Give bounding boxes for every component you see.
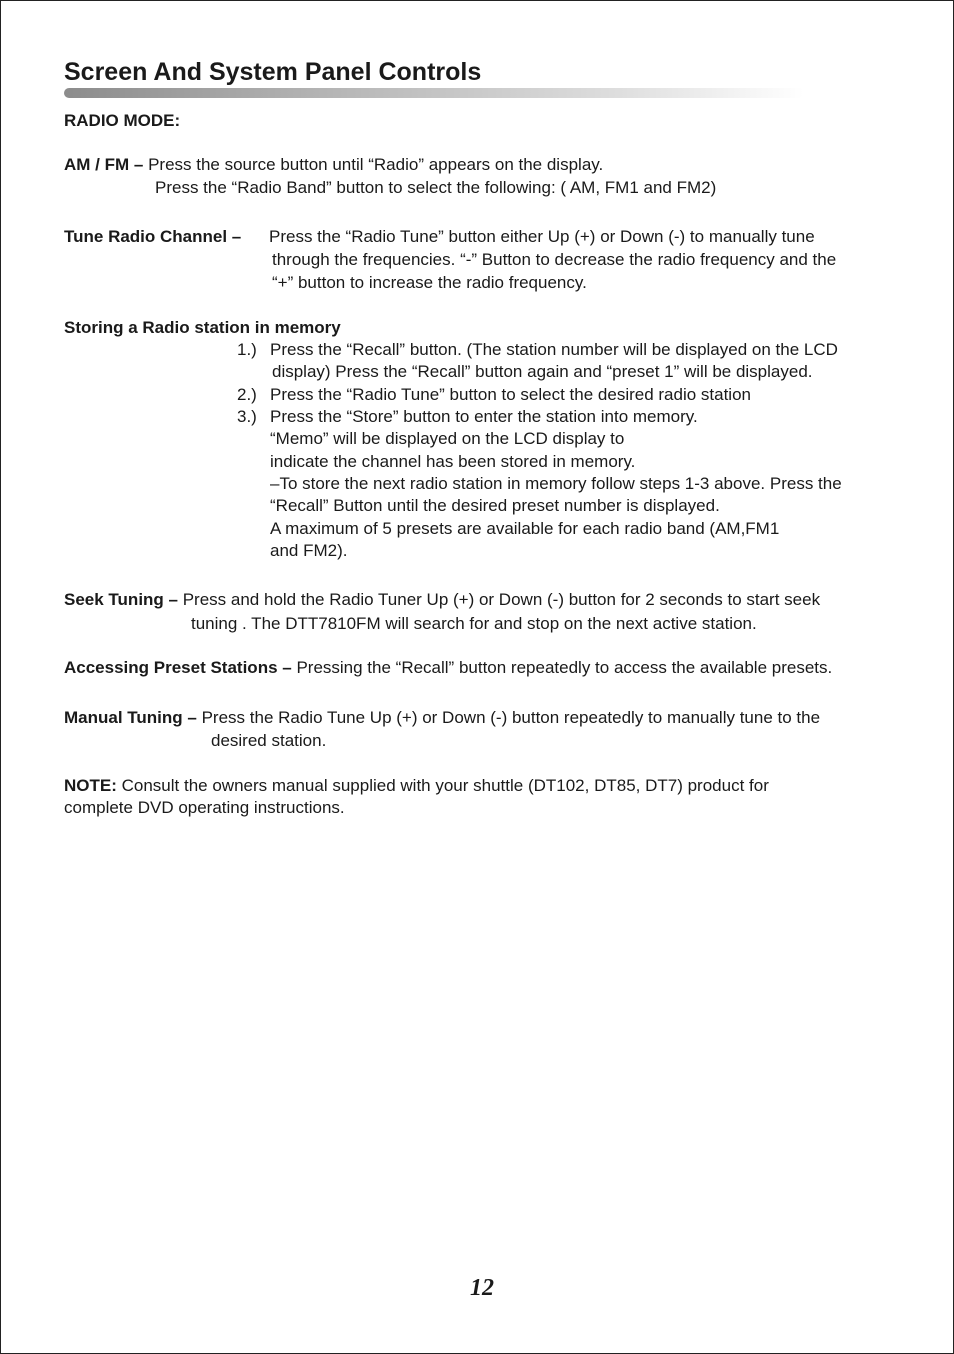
seek-tuning-line-1 bbox=[64, 589, 820, 611]
storing-step-3-number: 3.) bbox=[237, 407, 257, 426]
note-label: NOTE: bbox=[64, 776, 117, 795]
tune-radio-channel-label: Tune Radio Channel – bbox=[64, 227, 242, 246]
storing-extra-line-1: “Memo” will be displayed on the LCD display to bbox=[270, 429, 625, 448]
storing-extra-line-5: A maximum of 5 presets are available for each radio band (AM,FM1 bbox=[270, 519, 780, 538]
note-line-1 bbox=[64, 775, 769, 797]
note-text-2: complete DVD operating instructions. bbox=[64, 798, 345, 817]
seek-tuning-text-2: tuning . The DTT7810FM will search for and stop on the next active station. bbox=[191, 614, 757, 633]
seek-tuning-text-1: Press and hold the Radio Tuner Up (+) or Down (-) button for 2 seconds to start seek bbox=[178, 590, 821, 609]
storing-step-1-text-2: display) Press the “Recall” button again and “preset 1” will be displayed. bbox=[272, 362, 813, 381]
storing-step-3-text: Press the “Store” button to enter the station into memory. bbox=[270, 407, 698, 426]
title-underline-bar bbox=[64, 88, 804, 98]
accessing-presets-line bbox=[64, 657, 832, 679]
storing-step-1-text-1: Press the “Recall” button. (The station number will be displayed on the LCD bbox=[270, 340, 838, 359]
am-fm-text-1: Press the source button until “Radio” appears on the display. bbox=[143, 155, 604, 174]
note-text-1: Consult the owners manual supplied with your shuttle (DT102, DT85, DT7) product for bbox=[116, 776, 769, 795]
accessing-presets-label: Accessing Preset Stations – bbox=[64, 658, 292, 677]
accessing-presets-text: Pressing the “Recall” button repeatedly to access the available presets. bbox=[291, 658, 833, 677]
tune-radio-channel-text-2: through the frequencies. “-” Button to decrease the radio frequency and the bbox=[272, 250, 837, 269]
am-fm-text-2: Press the “Radio Band” button to select the following: ( AM, FM1 and FM2) bbox=[155, 178, 717, 197]
page-title: Screen And System Panel Controls bbox=[64, 58, 482, 86]
storing-heading: Storing a Radio station in memory bbox=[64, 318, 341, 337]
tune-radio-channel-text-1: Press the “Radio Tune” button either Up (+) or Down (-) to manually tune bbox=[269, 227, 815, 246]
tune-radio-channel-text-3: “+” button to increase the radio frequency. bbox=[272, 273, 587, 292]
storing-step-2-text: Press the “Radio Tune” button to select the desired radio station bbox=[270, 385, 751, 404]
storing-extra-line-3: –To store the next radio station in memory follow steps 1-3 above. Press the bbox=[270, 474, 842, 493]
storing-extra-line-2: indicate the channel has been stored in memory. bbox=[270, 452, 636, 471]
radio-mode-heading: RADIO MODE: bbox=[64, 111, 181, 130]
seek-tuning-label: Seek Tuning – bbox=[64, 590, 178, 609]
manual-tuning-text-2: desired station. bbox=[211, 731, 327, 750]
storing-extra-line-6: and FM2). bbox=[270, 541, 348, 560]
storing-extra-line-4: “Recall” Button until the desired preset number is displayed. bbox=[270, 496, 720, 515]
page-number: 12 bbox=[470, 1275, 494, 1301]
manual-tuning-text-1: Press the Radio Tune Up (+) or Down (-) button repeatedly to manually tune to the bbox=[196, 708, 821, 727]
manual-tuning-line-1 bbox=[64, 707, 820, 729]
manual-tuning-label: Manual Tuning – bbox=[64, 708, 197, 727]
storing-step-2-number: 2.) bbox=[237, 385, 257, 404]
am-fm-label: AM / FM – bbox=[64, 155, 144, 174]
am-fm-line-1 bbox=[64, 154, 603, 176]
storing-step-1-number: 1.) bbox=[237, 340, 257, 359]
